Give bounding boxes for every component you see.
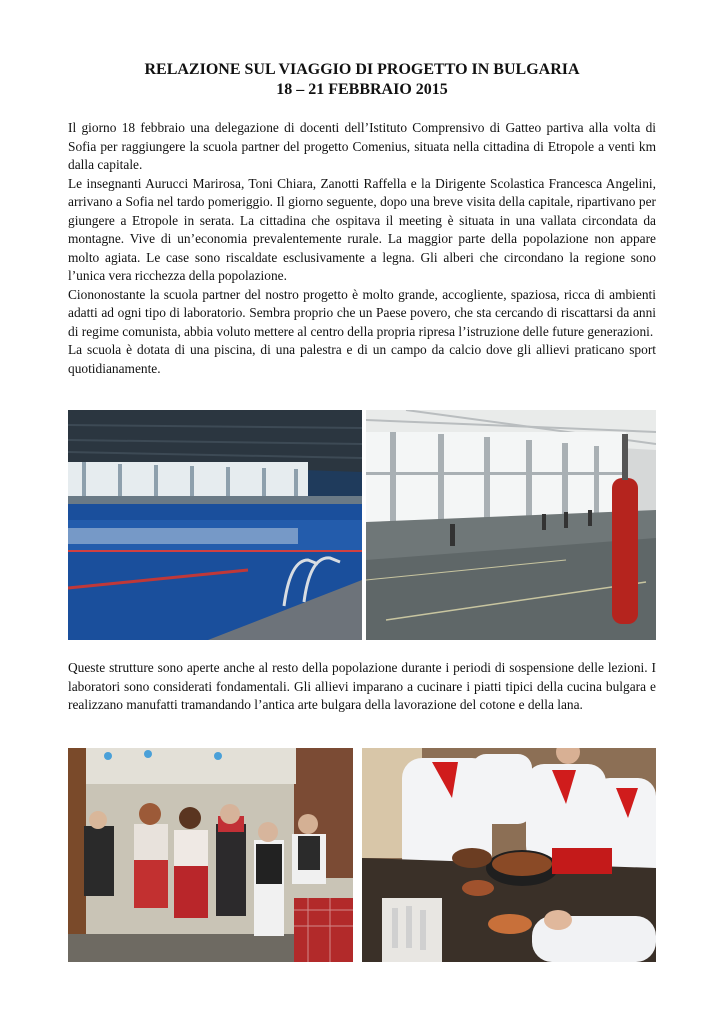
title-line-2: 18 – 21 FEBBRAIO 2015 — [276, 81, 448, 98]
paragraph: Ciononostante la scuola partner del nostro progetto è molto grande, accogliente, spaziosa, ricca di ambienti adatti ad ogni tipo di laboratorio. Sembra proprio che un Paese povero, che sta cercando di riscattarsi da anni di regime comunista, abbia voluto mettere al centro della propria ripresa l’istruzione delle future generazioni. — [68, 286, 656, 339]
document-title — [0, 60, 724, 100]
photo-gymnasium — [366, 410, 656, 640]
paragraph: Queste strutture sono aperte anche al resto della popolazione durante i periodi di sospensione delle lezioni. I laboratori sono considerati fondamentali. Gli allievi imparano a cucinare i piatti tipici della cucina bulgara e realizzano manufatti tramandando l’antica arte bulgara della lavorazione del cotone e della lana. — [68, 660, 656, 712]
photo-cooking-lab — [362, 748, 656, 962]
intro-text — [68, 119, 656, 378]
photo-folk-costumes — [68, 748, 353, 962]
paragraph: Le insegnanti Aurucci Marirosa, Toni Chiara, Zanotti Raffella e la Dirigente Scolastica Francesca Angelini, arrivano a Sofia nel tardo pomeriggio. Il giorno seguente, dopo una breve visita della capitale, ripartivano per giungere a Etropole in serata. La cittadina che ospitava il meeting è situata in una vallata circondata da montagne. Vive di un’economia prevalentemente rurale. La maggior parte della popolazione non appare molto agiata. Le case sono riscaldate esclusivamente a legna. Gli alberi che circondano la regione sono l’unica vera ricchezza della popolazione. — [68, 175, 656, 283]
labs-text — [68, 659, 656, 715]
paragraph: Il giorno 18 febbraio una delegazione di docenti dell’Istituto Comprensivo di Gatteo partiva alla volta di Sofia per raggiungere la scuola partner del progetto Comenius, situata nella cittadina di Etropole a venti km dalla capitale. — [68, 120, 656, 172]
paragraph: La scuola è dotata di una piscina, di una palestra e di un campo da calcio dove gli allievi praticano sport quotidianamente. — [68, 342, 656, 376]
title-line-1: RELAZIONE SUL VIAGGIO DI PROGETTO IN BULGARIA — [144, 61, 580, 78]
photo-swimming-pool — [68, 410, 362, 640]
